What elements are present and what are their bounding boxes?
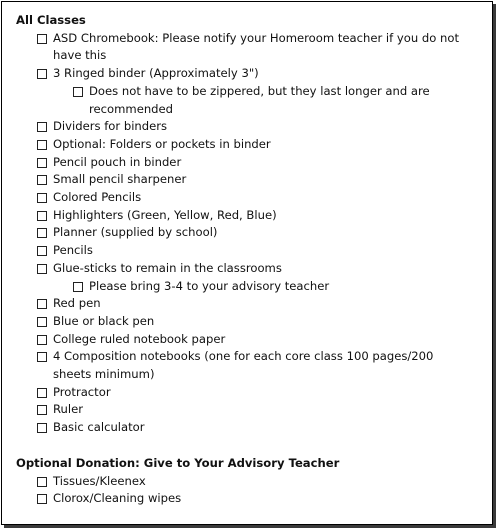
section-title-optional-donation: Optional Donation: Give to Your Advisory Teacher bbox=[16, 455, 340, 470]
checkbox-icon[interactable] bbox=[37, 228, 47, 238]
list-item: Basic calculator bbox=[16, 419, 492, 437]
checkbox-icon[interactable] bbox=[37, 477, 47, 487]
list-item: Red pen bbox=[16, 295, 492, 313]
checkbox-icon[interactable] bbox=[37, 423, 47, 433]
list-item: ASD Chromebook: Please notify your Homeroom teacher if you do not have this bbox=[16, 30, 492, 65]
checkbox-icon[interactable] bbox=[37, 352, 47, 362]
list-item: Pencil pouch in binder bbox=[16, 154, 492, 172]
checkbox-icon[interactable] bbox=[37, 246, 47, 256]
checkbox-icon[interactable] bbox=[37, 388, 47, 398]
section-title-all-classes: All Classes bbox=[16, 13, 86, 27]
checkbox-icon[interactable] bbox=[37, 494, 47, 504]
supply-list-card bbox=[1, 1, 493, 525]
list-item: Planner (supplied by school) bbox=[16, 224, 492, 242]
checkbox-icon[interactable] bbox=[37, 69, 47, 79]
checkbox-icon[interactable] bbox=[37, 405, 47, 415]
checkbox-icon[interactable] bbox=[37, 140, 47, 150]
sub-list-item: Does not have to be zippered, but they last longer and are recommended bbox=[16, 83, 492, 118]
list-item: Protractor bbox=[16, 384, 492, 402]
list-item: 3 Ringed binder (Approximately 3") bbox=[16, 65, 492, 83]
checkbox-icon[interactable] bbox=[37, 317, 47, 327]
checkbox-icon[interactable] bbox=[73, 282, 83, 292]
list-item: 4 Composition notebooks (one for each core class 100 pages/200 sheets minimum) bbox=[16, 348, 492, 383]
list-item: Dividers for binders bbox=[16, 118, 492, 136]
checkbox-icon[interactable] bbox=[73, 87, 83, 97]
list-item: Pencils bbox=[16, 242, 492, 260]
checkbox-icon[interactable] bbox=[37, 122, 47, 132]
list-item: Glue-sticks to remain in the classrooms bbox=[16, 260, 492, 278]
list-item: College ruled notebook paper bbox=[16, 331, 492, 349]
sub-list-item: Please bring 3-4 to your advisory teacher bbox=[16, 278, 492, 296]
checkbox-icon[interactable] bbox=[37, 158, 47, 168]
checkbox-icon[interactable] bbox=[37, 175, 47, 185]
all-classes-list bbox=[16, 30, 492, 437]
list-item: Colored Pencils bbox=[16, 189, 492, 207]
checkbox-icon[interactable] bbox=[37, 335, 47, 345]
list-item: Blue or black pen bbox=[16, 313, 492, 331]
list-item: Ruler bbox=[16, 401, 492, 419]
supply-list bbox=[2, 2, 492, 508]
checkbox-icon[interactable] bbox=[37, 299, 47, 309]
checkbox-icon[interactable] bbox=[37, 264, 47, 274]
list-item: Small pencil sharpener bbox=[16, 171, 492, 189]
checkbox-icon[interactable] bbox=[37, 193, 47, 203]
checkbox-icon[interactable] bbox=[37, 211, 47, 221]
list-item: Clorox/Cleaning wipes bbox=[16, 490, 492, 508]
checkbox-icon[interactable] bbox=[37, 34, 47, 44]
donation-list bbox=[16, 473, 492, 508]
list-item: Highlighters (Green, Yellow, Red, Blue) bbox=[16, 207, 492, 225]
list-item: Tissues/Kleenex bbox=[16, 473, 492, 491]
section-spacer bbox=[16, 437, 492, 455]
list-item: Optional: Folders or pockets in binder bbox=[16, 136, 492, 154]
